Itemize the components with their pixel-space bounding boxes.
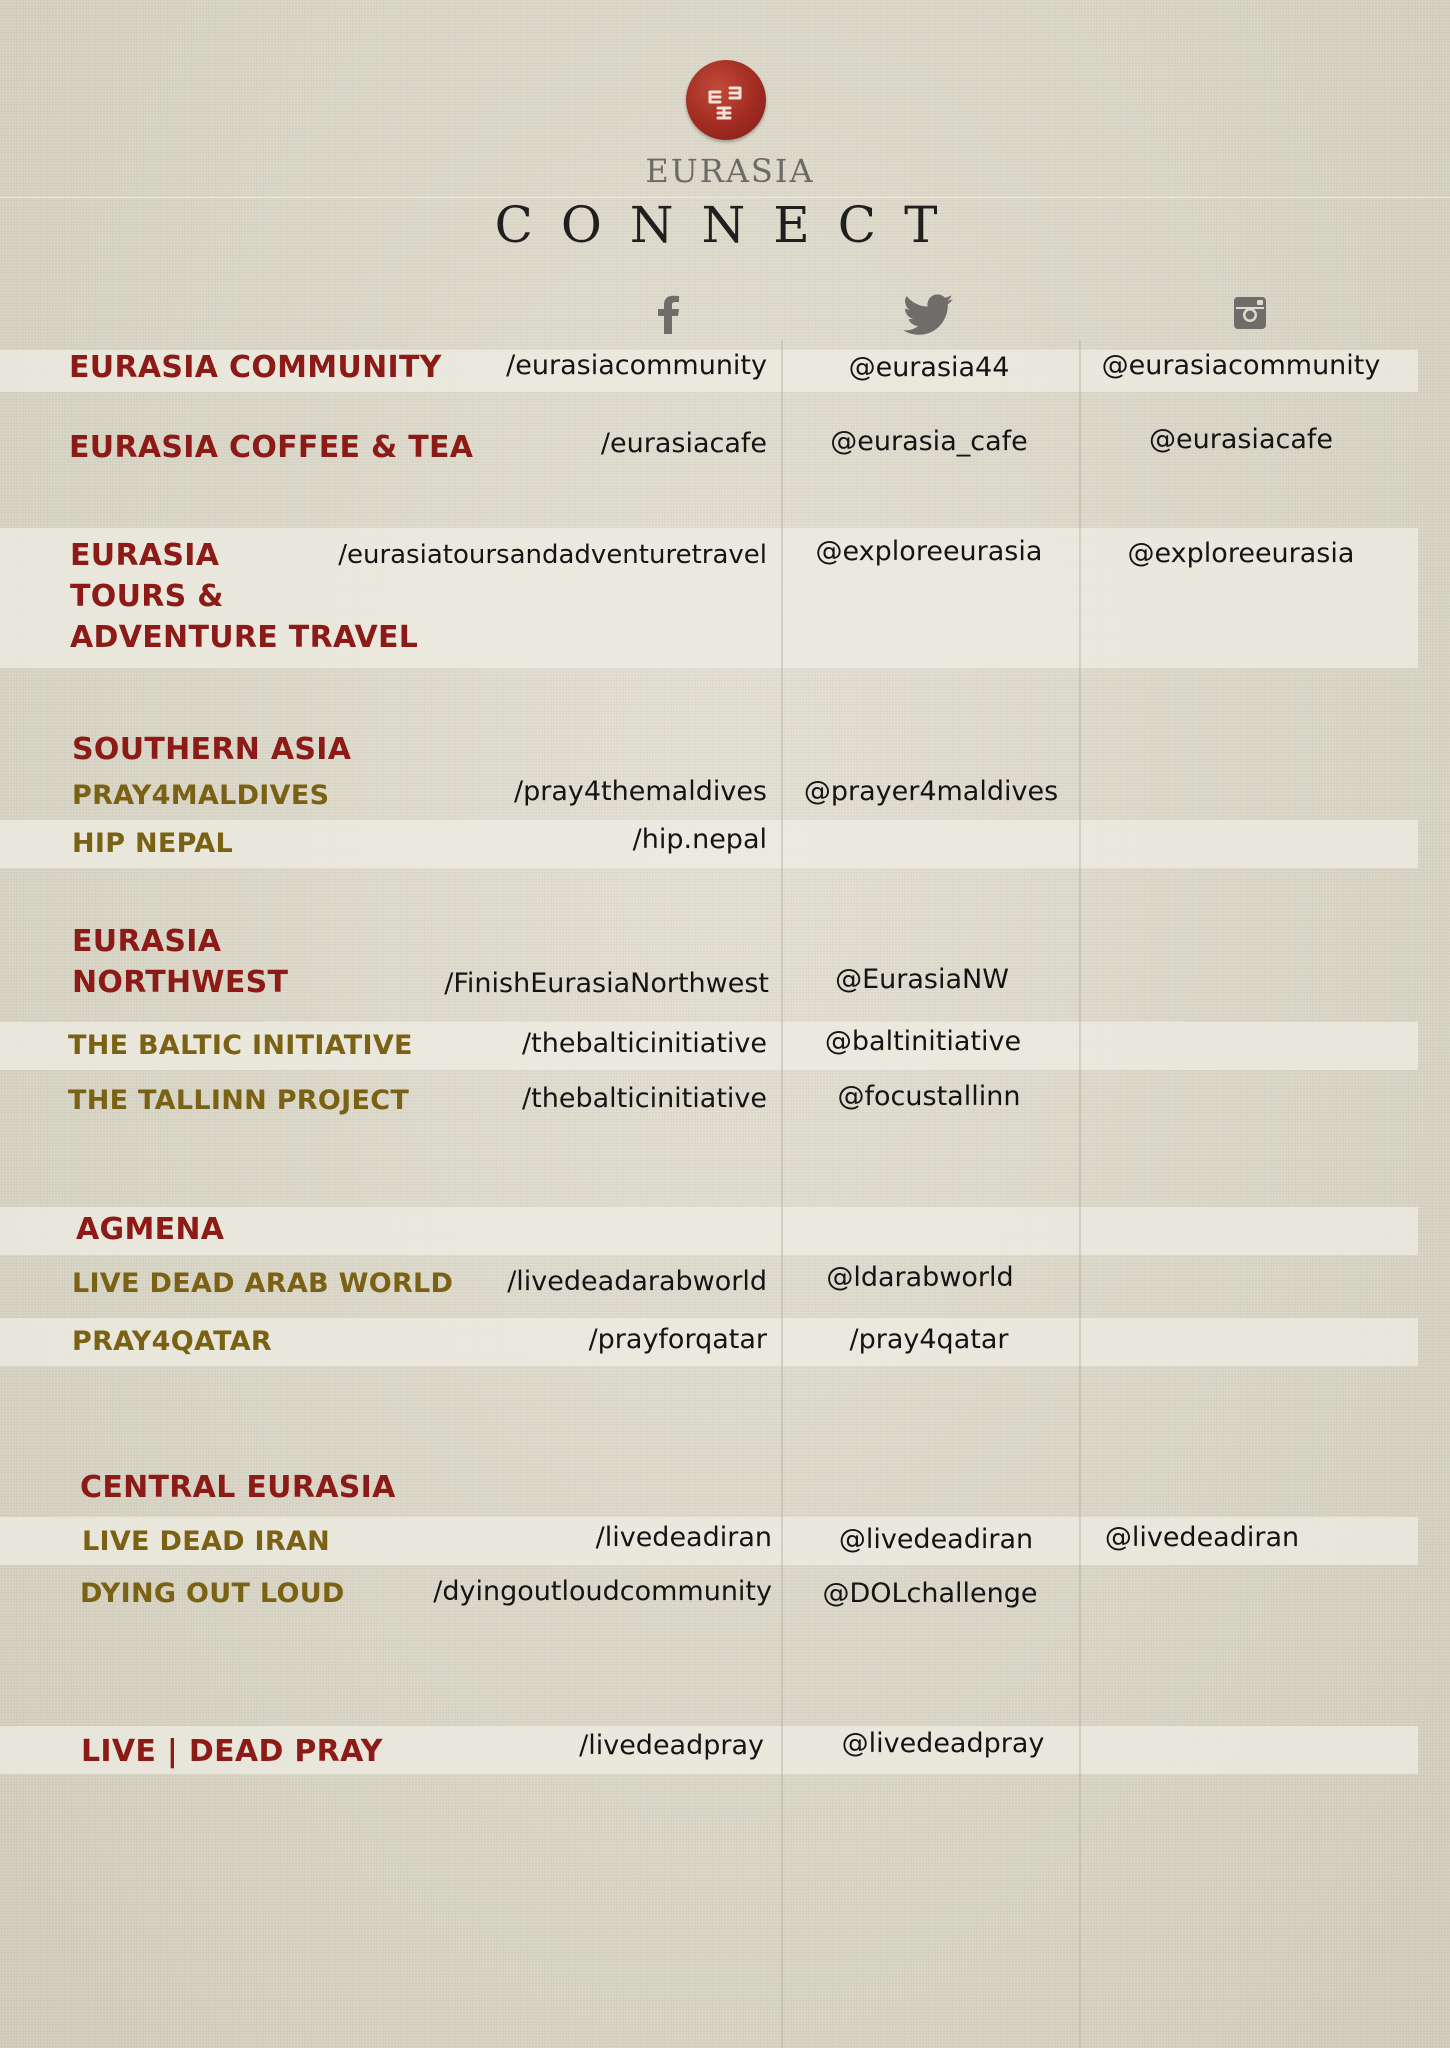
twitter-handle[interactable]: @livedeadiran xyxy=(838,1524,1034,1555)
facebook-handle[interactable]: /eurasiacommunity xyxy=(506,350,767,381)
twitter-icon[interactable] xyxy=(903,294,953,340)
org-name: EURASIA COFFEE & TEA xyxy=(69,430,474,465)
org-name: LIVE | DEAD PRAY xyxy=(81,1734,383,1769)
twitter-handle[interactable]: @ldarabworld xyxy=(826,1262,1014,1293)
twitter-handle[interactable]: @baltinitiative xyxy=(824,1026,1022,1057)
region-heading: SOUTHERN ASIA xyxy=(72,732,352,767)
column-divider xyxy=(1079,340,1081,2048)
instagram-handle[interactable]: @eurasiacommunity xyxy=(1101,350,1381,381)
facebook-handle[interactable]: /FinishEurasiaNorthwest xyxy=(444,968,769,999)
twitter-handle[interactable]: @eurasia44 xyxy=(848,352,1010,383)
facebook-handle[interactable]: /hip.nepal xyxy=(632,824,767,855)
instagram-handle[interactable]: @eurasiacafe xyxy=(1149,424,1333,455)
org-name: DYING OUT LOUD xyxy=(80,1578,345,1609)
twitter-handle[interactable]: @prayer4maldives xyxy=(803,776,1059,807)
wax-seal-logo xyxy=(686,60,766,140)
facebook-handle[interactable]: /eurasiatoursandadventuretravel xyxy=(338,540,767,570)
org-name: LIVE DEAD ARAB WORLD xyxy=(72,1268,454,1299)
facebook-handle[interactable]: /thebalticinitiative xyxy=(522,1083,767,1114)
org-name: THE BALTIC INITIATIVE xyxy=(68,1030,413,1061)
twitter-handle[interactable]: @focustallinn xyxy=(837,1081,1021,1112)
twitter-handle[interactable]: @exploreeurasia xyxy=(815,536,1043,567)
org-name: PRAY4QATAR xyxy=(72,1326,272,1357)
facebook-handle[interactable]: /thebalticinitiative xyxy=(522,1028,767,1059)
twitter-handle[interactable]: @livedeadpray xyxy=(841,1728,1045,1759)
column-divider xyxy=(781,340,783,2048)
region-heading: CENTRAL EURASIA xyxy=(80,1470,396,1505)
brand-name: EURASIA xyxy=(645,152,815,190)
facebook-handle[interactable]: /prayforqatar xyxy=(588,1324,767,1355)
twitter-handle[interactable]: @eurasia_cafe xyxy=(830,426,1028,457)
org-name: HIP NEPAL xyxy=(72,828,233,859)
org-name: PRAY4MALDIVES xyxy=(72,780,330,811)
page-title: CONNECT xyxy=(494,196,966,254)
org-name-line: TOURS & xyxy=(70,579,224,614)
facebook-handle[interactable]: /eurasiacafe xyxy=(600,428,767,459)
org-name-line: NORTHWEST xyxy=(72,965,289,1000)
instagram-handle[interactable]: @livedeadiran xyxy=(1104,1522,1300,1553)
twitter-handle[interactable]: /pray4qatar xyxy=(849,1324,1009,1355)
region-heading: AGMENA xyxy=(76,1212,225,1247)
twitter-handle[interactable]: @DOLchallenge xyxy=(822,1578,1038,1609)
instagram-handle[interactable]: @exploreeurasia xyxy=(1127,538,1355,569)
facebook-handle[interactable]: /livedeadiran xyxy=(595,1522,772,1553)
org-name-line: ADVENTURE TRAVEL xyxy=(70,620,419,655)
org-name: LIVE DEAD IRAN xyxy=(82,1526,331,1557)
org-name: EURASIA COMMUNITY xyxy=(69,350,442,385)
org-name-line: EURASIA xyxy=(72,924,222,959)
facebook-handle[interactable]: /livedeadpray xyxy=(579,1730,764,1761)
facebook-handle[interactable]: /dyingoutloudcommunity xyxy=(433,1576,772,1607)
org-name-line: EURASIA xyxy=(70,538,220,573)
twitter-handle[interactable]: @EurasiaNW xyxy=(835,964,1009,995)
facebook-handle[interactable]: /pray4themaldives xyxy=(514,776,767,807)
facebook-handle[interactable]: /livedeadarabworld xyxy=(507,1266,767,1297)
instagram-icon[interactable] xyxy=(1233,296,1267,334)
org-name: THE TALLINN PROJECT xyxy=(68,1085,410,1116)
facebook-icon[interactable] xyxy=(658,294,680,338)
